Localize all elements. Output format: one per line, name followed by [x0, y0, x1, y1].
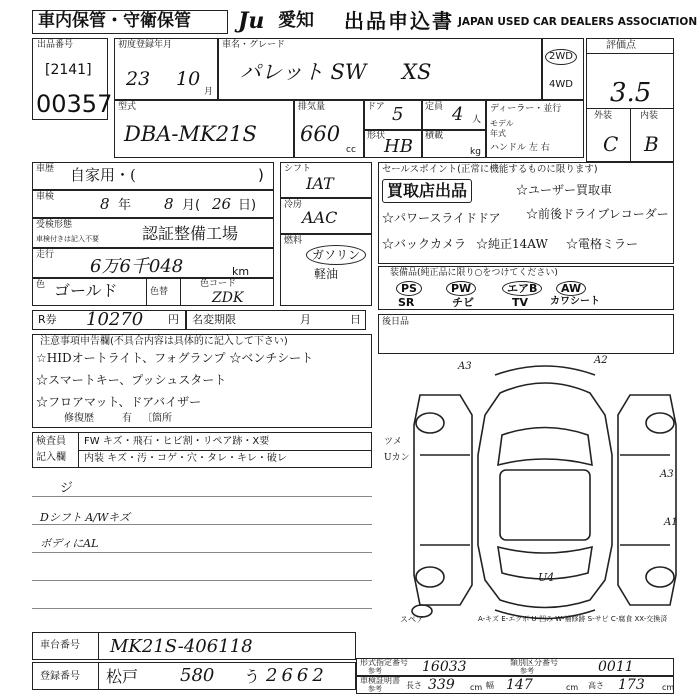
disp-unit: cc: [346, 145, 356, 155]
drive-4wd: 4WD: [549, 79, 573, 90]
plate-kana: う: [244, 667, 261, 686]
mark-a2: A2: [594, 355, 608, 366]
score-divider-3: [630, 108, 631, 162]
insp-year: 8: [100, 195, 110, 213]
length-value: 339: [428, 677, 455, 693]
length-label: 長さ: [406, 681, 422, 690]
load-unit: kg: [470, 147, 481, 157]
history-close: ): [258, 166, 264, 184]
drive-box: [542, 38, 584, 100]
recycle-label: R券: [38, 313, 57, 326]
side-note-1: ツメ: [384, 437, 402, 447]
class-value: 0011: [598, 659, 634, 675]
doors-value: 5: [392, 104, 404, 125]
color-code: ZDK: [212, 290, 244, 306]
handle-label: ハンドル 左 右: [490, 143, 550, 153]
equipment-label: 装備品(純正品に限り○をつけてください): [390, 268, 558, 278]
association-name: JAPAN USED CAR DEALERS ASSOCIATION: [458, 16, 698, 28]
disp-value: 660: [300, 122, 341, 146]
name-change-month: 月: [300, 313, 311, 326]
model-year-label: モデル: [490, 119, 514, 128]
mileage-label: 走行: [36, 250, 55, 260]
inspector-row-2: 内装 キズ・汚・コゲ・穴・タレ・キレ・破レ: [84, 453, 287, 464]
mileage-unit: km: [232, 265, 250, 278]
equip-kawaseat: カワシート: [550, 296, 600, 307]
equip-aw: AW: [556, 281, 586, 296]
length-unit: cm: [470, 683, 483, 692]
car-name-label: 車名・グレード: [222, 40, 286, 50]
score-divider: [586, 53, 674, 54]
inspector-hdiv: [78, 450, 372, 451]
reg-year: 23: [126, 68, 151, 90]
model-code: DBA-MK21S: [124, 122, 257, 146]
history-value: 自家用・(: [70, 166, 136, 184]
reg-cert-label: 車検証明書: [360, 676, 400, 685]
notes-line-3: ☆フロアマット、ドアバイザー: [36, 395, 202, 409]
reg-month: 10: [176, 68, 201, 90]
sales-item-1: ☆ユーザー買取車: [516, 183, 613, 197]
mark-a1: A1: [664, 517, 678, 528]
fuel-alt: 軽油: [314, 267, 339, 281]
type-cert-label: 形式指定番号: [360, 658, 408, 667]
score-label: 評価点: [606, 40, 636, 51]
inspector-label: 検査員: [36, 436, 66, 447]
height-unit: cm: [662, 683, 675, 692]
inspector-note-3: ボディにAL: [40, 537, 99, 550]
equip-tv: TV: [512, 296, 529, 309]
name-change-label: 名変期限: [192, 313, 236, 326]
receive-sub: 車検付きは記入不要: [36, 235, 99, 243]
lot-sub: [2141]: [45, 62, 92, 78]
notes-line-1: ☆HIDオートライト、フォグランプ ☆ベンチシート: [36, 351, 314, 365]
reg-month-unit: 月: [204, 87, 214, 97]
equip-ps: PS: [396, 281, 422, 296]
shape-value: HB: [384, 136, 413, 157]
inspection-label: 車検: [36, 192, 55, 202]
lot-label: 出品番号: [37, 40, 74, 50]
color-code-label: 色コード: [200, 279, 237, 289]
model-label: 型式: [118, 102, 137, 112]
ju-logo: Ju: [238, 8, 265, 34]
equip-chibi: チビ: [452, 296, 474, 309]
plate-class: 580: [180, 665, 215, 686]
repair-value: 有: [122, 413, 132, 424]
dealer-label: ディーラー・並行: [490, 104, 562, 114]
inspector-row-1: FW キズ・飛石・ヒビ割・リペア跡・X要: [84, 436, 270, 447]
fuel-value: ガソリン: [306, 245, 366, 265]
ruled-line: [32, 496, 372, 497]
inspector-note-2: Dシフト A/Wキズ: [40, 511, 131, 524]
chassis-value: MK21S-406118: [110, 636, 253, 657]
color-value: ゴールド: [54, 281, 118, 300]
height-label: 高さ: [588, 681, 604, 690]
insp-day: 26: [212, 195, 232, 213]
receive-value: 認証整備工場: [142, 224, 239, 243]
spare-label: スペア: [400, 615, 424, 624]
form-title: 出品申込書: [344, 9, 454, 33]
ac-value: AAC: [302, 208, 338, 227]
ruled-line: [32, 608, 372, 609]
insp-day-unit: 日): [238, 198, 257, 213]
receive-label: 受検形態: [36, 220, 73, 230]
history-box: [32, 162, 274, 190]
color-divider-2: [180, 278, 181, 306]
width-unit: cm: [566, 683, 579, 692]
name-change-day: 日: [350, 313, 361, 326]
chassis-divider: [98, 632, 99, 660]
mark-u4: U4: [538, 571, 555, 584]
chassis-label: 車台番号: [40, 640, 80, 651]
org-name: 愛知: [278, 10, 314, 31]
storage-text: 車内保管・守衛保管: [38, 11, 191, 31]
lot-number: 00357: [36, 90, 113, 118]
shift-label: シフト: [284, 164, 312, 174]
exterior-grade: C: [603, 132, 619, 156]
after-day-label: 後日品: [382, 317, 410, 327]
equip-sr: SR: [398, 296, 415, 309]
sales-item-5: ☆純正14AW: [476, 237, 548, 251]
equip-airbag: エアB: [502, 281, 542, 296]
fuel-label: 燃料: [284, 236, 303, 246]
model-year-label2: 年式: [490, 129, 506, 138]
plate-label: 登録番号: [40, 671, 80, 682]
sales-item-3: ☆前後ドライブレコーダー: [526, 207, 669, 221]
shop-badge: 買取店出品: [382, 179, 472, 203]
mileage-value: 6万6千048: [90, 256, 184, 277]
notes-label: 注意事項申告欄(不具合内容は具体的に記入して下さい): [40, 336, 288, 347]
drive-2wd: 2WD: [545, 49, 577, 65]
repair-label: 修復歴: [64, 413, 94, 424]
equip-pw: PW: [446, 281, 476, 296]
ruled-line: [32, 580, 372, 581]
type-cert-value: 16033: [422, 659, 467, 675]
plate-number: 2662: [266, 665, 328, 686]
seats-value: 4: [452, 104, 464, 125]
ref-label-3: 参考: [368, 685, 382, 693]
repair-place: 〔箇所: [142, 413, 172, 424]
sales-item-4: ☆バックカメラ: [382, 237, 467, 251]
ref-label-2: 参考: [520, 667, 534, 675]
inspector-note-1: ジ: [60, 481, 74, 496]
sales-points-label: セールスポイント(正常に機能するものに限ります): [382, 164, 598, 175]
reg-date-label: 初度登録年月: [118, 40, 173, 50]
notes-line-2: ☆スマートキー、プッシュスタート: [36, 373, 227, 387]
insp-year-unit: 年: [118, 198, 132, 213]
after-day-box: [378, 314, 674, 354]
ruled-line: [32, 524, 372, 525]
insp-month-unit: 月(: [182, 198, 201, 213]
shift-value: IAT: [306, 174, 334, 193]
exterior-label: 外装: [594, 111, 613, 121]
plate-region: 松戸: [106, 667, 139, 686]
ref-label-1: 参考: [368, 667, 382, 675]
history-label: 車歴: [36, 164, 55, 174]
insp-month: 8: [164, 195, 174, 213]
car-name: パレット SW: [240, 60, 367, 84]
seats-unit: 人: [472, 115, 482, 125]
side-note-2: Uカン: [384, 453, 410, 463]
interior-grade: B: [644, 132, 659, 156]
height-value: 173: [618, 677, 645, 693]
recycle-value: 10270: [86, 309, 144, 330]
car-grade: XS: [402, 60, 432, 84]
color-label: 色: [36, 280, 46, 290]
legend: A-キズ E-エクボ U-凹み W-補修跡 S-サビ C-腐食 XX-交換済: [478, 615, 668, 623]
color-divider: [146, 278, 147, 306]
color-change-label: 色替: [150, 287, 169, 297]
score-value: 3.5: [610, 78, 652, 108]
plate-divider: [98, 662, 99, 690]
mark-a3-left: A3: [458, 361, 472, 372]
shape-label: 形状: [367, 131, 386, 141]
ruled-line: [32, 552, 372, 553]
doors-label: ドア: [367, 102, 385, 112]
ac-label: 冷房: [284, 200, 303, 210]
disp-label: 排気量: [298, 102, 326, 112]
interior-label: 内装: [640, 111, 659, 121]
car-diagram: [400, 355, 690, 630]
width-label: 幅: [486, 681, 494, 690]
recycle-unit: 円: [168, 313, 179, 326]
class-label: 類別区分番号: [510, 658, 558, 667]
load-label: 積載: [425, 131, 444, 141]
seats-label: 定員: [425, 102, 444, 112]
mark-a3-right: A3: [660, 469, 674, 480]
sales-item-2: ☆パワースライドドア: [382, 211, 501, 225]
width-value: 147: [506, 677, 533, 693]
sales-item-6: ☆電格ミラー: [566, 237, 639, 251]
inspector-label2: 記入欄: [36, 452, 66, 463]
